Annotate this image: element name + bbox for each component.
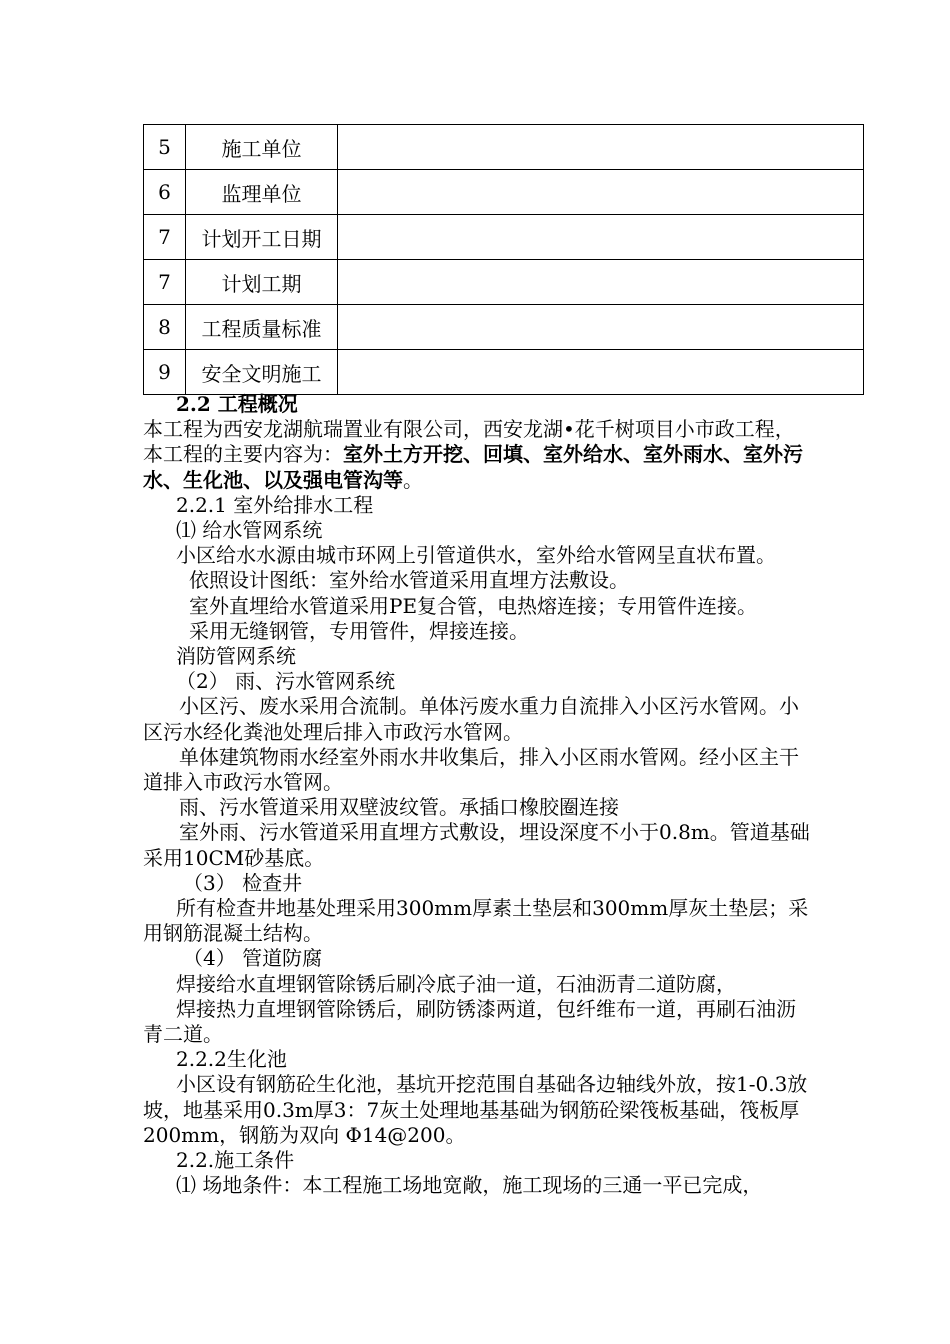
row-value [338, 170, 864, 215]
row-value [338, 215, 864, 260]
section-heading-223: 2.2.施工条件 [176, 1148, 295, 1173]
row-item: 施工单位 [186, 125, 338, 170]
table-row [144, 305, 864, 350]
paragraph: 小区设有钢筋砼生化池，基坑开挖范围自基础各边轴线外放，按1-0.3放坡，地基采用0.3m厚3：7灰土处理地基基础为钢筋砼梁筏板基础，筏板厚200mm，钢筋为双向 Φ14@200。 [143, 1072, 808, 1147]
subsection-heading-1: ⑴ 给水管网系统 [176, 518, 323, 543]
row-value [338, 125, 864, 170]
row-item: 计划开工日期 [186, 215, 338, 260]
paragraph: 小区给水水源由城市环网上引管道供水，室外给水管网呈直状布置。 [176, 543, 776, 568]
row-value [338, 350, 864, 395]
subsection-heading-3: （3） 检查井 [183, 870, 303, 895]
section-heading-221: 2.2.1 室外给排水工程 [176, 492, 374, 517]
table-row [144, 260, 864, 305]
paragraph: 雨、污水管道采用双壁波纹管。承插口橡胶圈连接 [179, 795, 619, 820]
section-heading-overview: 2.2 工程概况 [176, 392, 298, 416]
row-item: 工程质量标准 [186, 305, 338, 350]
row-number: 9 [144, 350, 186, 395]
row-item: 计划工期 [186, 260, 338, 305]
paragraph: 室外雨、污水管道采用直埋方式敷设，埋设深度不小于0.8m。管道基础采用10CM砂基底。 [143, 820, 810, 870]
paragraph: ⑴ 场地条件：本工程施工场地宽敞，施工现场的三通一平已完成， [176, 1173, 763, 1198]
table-row [144, 350, 864, 395]
overview-text: 本工程为西安龙湖航瑞置业有限公司，西安龙湖•花千树项目小市政工程，本工程的主要内容为： [143, 417, 795, 467]
row-item: 安全文明施工 [186, 350, 338, 395]
paragraph: 室外直埋给水管道采用PE复合管，电热熔连接；专用管件连接。 [189, 593, 758, 618]
paragraph: 焊接给水直埋钢管除锈后刷冷底子油一道，石油沥青二道防腐， [176, 971, 736, 996]
row-number: 7 [144, 215, 186, 260]
paragraph: 依照设计图纸：室外给水管道采用直埋方法敷设。 [189, 568, 629, 593]
table-row [144, 170, 864, 215]
row-number: 6 [144, 170, 186, 215]
paragraph: 焊接热力直埋钢管除锈后，刷防锈漆两道，包纤维布一道，再刷石油沥青二道。 [143, 996, 796, 1047]
overview-end: 。 [403, 467, 423, 492]
row-number: 8 [144, 305, 186, 350]
overview-paragraph [143, 417, 811, 493]
row-number: 5 [144, 125, 186, 170]
row-number: 7 [144, 260, 186, 305]
info-table [143, 124, 864, 395]
document-body [143, 392, 811, 1199]
row-value [338, 305, 864, 350]
row-item: 监理单位 [186, 170, 338, 215]
table-row [144, 215, 864, 260]
paragraph: 单体建筑物雨水经室外雨水井收集后，排入小区雨水管网。经小区主干道排入市政污水管网。 [143, 744, 799, 795]
paragraph: 采用无缝钢管，专用管件，焊接连接。 [189, 618, 529, 643]
paragraph: 所有检查井地基处理采用300mm厚素土垫层和300mm厚灰土垫层；采用钢筋混凝土结构。 [143, 896, 809, 946]
subsection-heading-2: （2） 雨、污水管网系统 [176, 669, 396, 694]
overview-bold-text: 室外土方开挖、回填、室外给水、室外雨水、室外污水、生化池、以及强电管沟等 [143, 442, 803, 492]
paragraph: 小区污、废水采用合流制。单体污废水重力自流排入小区污水管网。小区污水经化粪池处理后排入市政污水管网。 [143, 694, 799, 744]
paragraph: 消防管网系统 [176, 644, 296, 669]
table-row [144, 125, 864, 170]
subsection-heading-4: （4） 管道防腐 [183, 946, 323, 971]
section-heading-222: 2.2.2生化池 [176, 1047, 287, 1072]
row-value [338, 260, 864, 305]
